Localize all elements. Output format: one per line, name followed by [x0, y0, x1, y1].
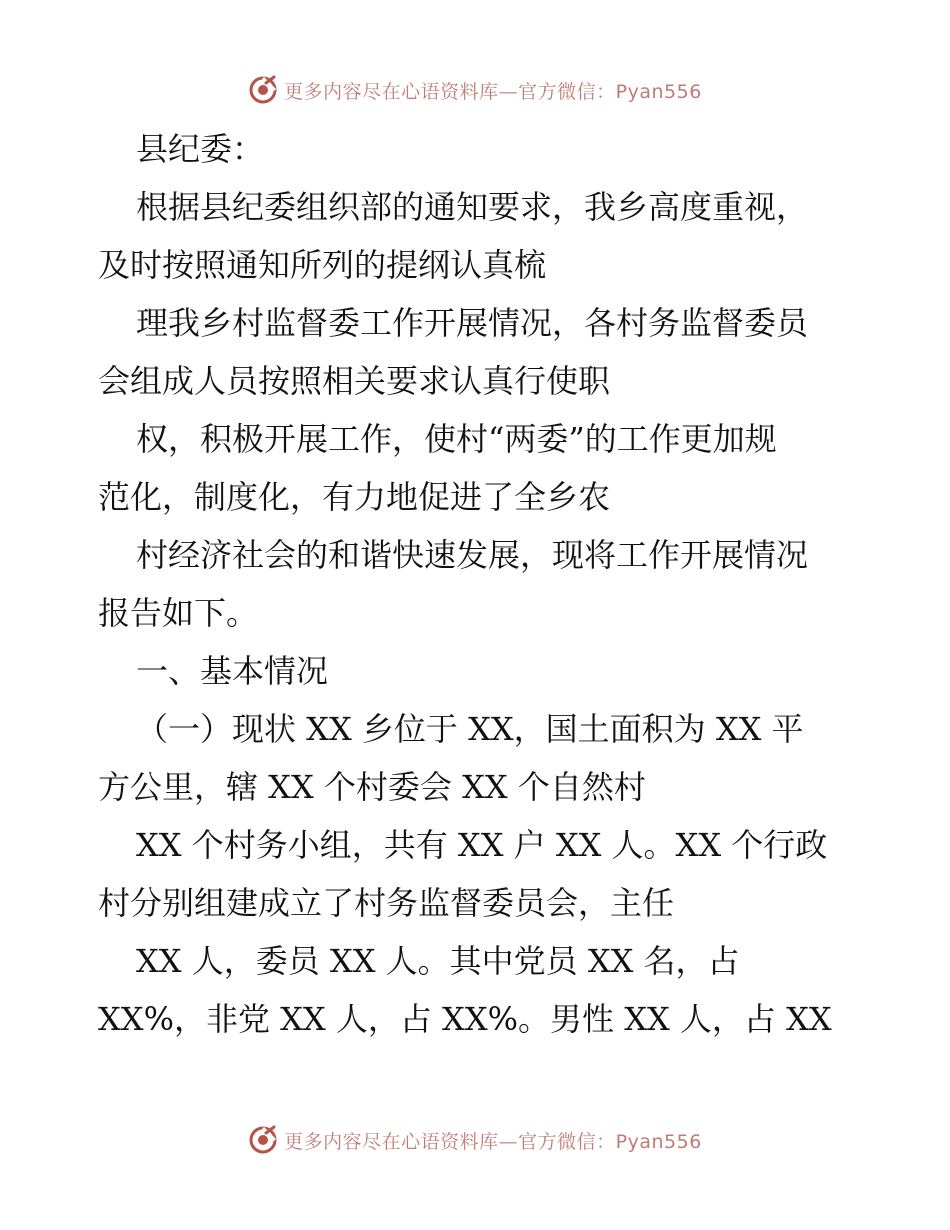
document-line: 一、基本情况	[136, 652, 329, 690]
document-line: 村经济社会的和谐快速发展，现将工作开展情况	[136, 536, 809, 574]
banner-text	[284, 1127, 702, 1154]
brand-logo-icon	[248, 1125, 278, 1155]
banner-separator: —	[498, 1130, 519, 1153]
banner-separator: —	[498, 80, 519, 103]
document-line: 根据县纪委组织部的通知要求，我乡高度重视，	[136, 188, 809, 226]
banner-main-text: 更多内容尽在心语资料库	[284, 80, 499, 103]
footer-banner	[0, 1120, 950, 1160]
document-line: 会组成人员按照相关要求认真行使职	[98, 362, 611, 400]
document-line: （一）现状 XX 乡位于 XX，国土面积为 XX 平	[136, 710, 804, 748]
document-line: 理我乡村监督委工作开展情况，各村务监督委员	[136, 304, 809, 342]
banner-main-text: 更多内容尽在心语资料库	[284, 1130, 499, 1153]
document-line: XX 人，委员 XX 人。其中党员 XX 名，占	[136, 942, 740, 980]
document-line: XX 个村务小组，共有 XX 户 XX 人。XX 个行政	[136, 826, 828, 864]
document-line: 范化，制度化，有力地促进了全乡农	[98, 478, 611, 516]
banner-contact-text: 官方微信：Pyan556	[518, 80, 702, 103]
document-body	[98, 120, 858, 1048]
header-banner	[0, 70, 950, 110]
document-line: 县纪委：	[136, 130, 265, 168]
banner-contact-text: 官方微信：Pyan556	[518, 1130, 702, 1153]
document-line: 及时按照通知所列的提纲认真梳	[98, 246, 547, 284]
document-line: XX%，非党 XX 人，占 XX%。男性 XX 人，占 XX	[98, 1000, 832, 1038]
banner-text	[284, 77, 702, 104]
brand-logo-icon	[248, 75, 278, 105]
document-line: 村分别组建成立了村务监督委员会，主任	[98, 884, 675, 922]
document-line: 方公里，辖 XX 个村委会 XX 个自然村	[98, 768, 646, 806]
document-line: 报告如下。	[98, 594, 259, 632]
document-line: 权，积极开展工作，使村“两委”的工作更加规	[136, 420, 777, 458]
